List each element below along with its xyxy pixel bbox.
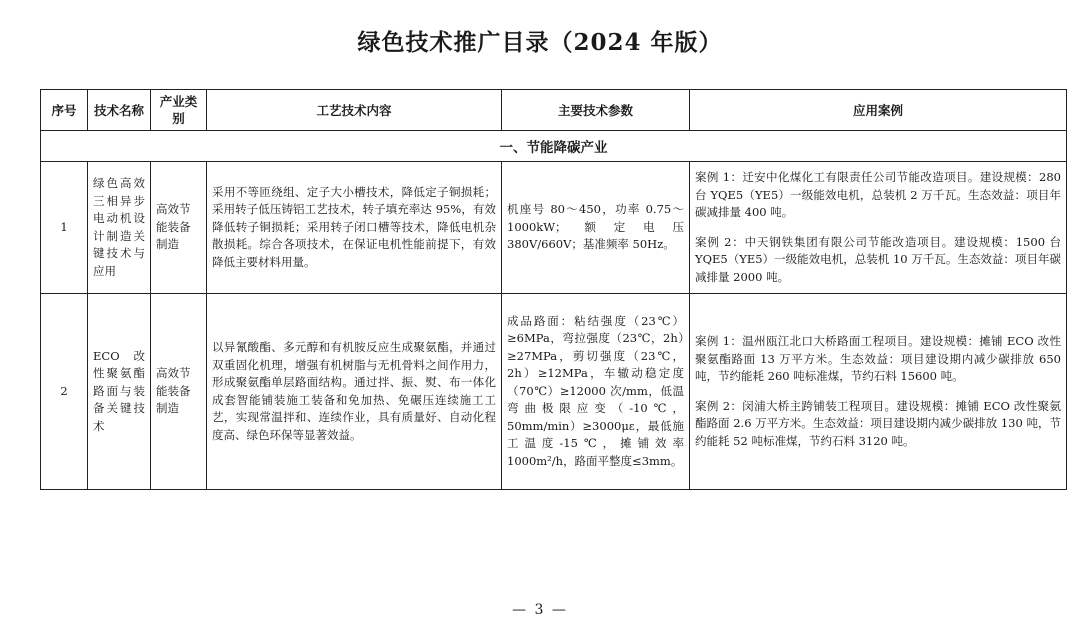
row-tech-params: 成品路面：粘结强度（23℃）≥6MPa，弯拉强度（23℃，2h）≥27MPa，剪切强度（23℃，2h）≥12MPa，车辙动稳定度（70℃）≥12000 次/mm，低温弯曲极限应变（-10℃，50mm/min）≥3000με，最低施工温度-15℃，摊铺效率 1000m²/h，路面平整度≤3mm。 — [502, 294, 690, 490]
row-tech-params: 机座号 80～450，功率 0.75～1000kW；额定电压 380V/660V；基准频率 50Hz。 — [502, 162, 690, 294]
row-process-content: 采用不等匝绕组、定子大小槽技术，降低定子铜损耗；采用转子低压铸铝工艺技术，转子填充率达 95%，有效降低转子铜损耗；采用转子闭口槽等技术，降低电机杂散损耗。综合各项技术，在保证电机性能前提下，有效降低主要材料用量。 — [207, 162, 502, 294]
header-content: 工艺技术内容 — [207, 90, 502, 131]
header-cases: 应用案例 — [690, 90, 1067, 131]
catalog-table — [40, 89, 1067, 490]
header-params: 主要技术参数 — [502, 90, 690, 131]
header-seq: 序号 — [41, 90, 88, 131]
row-industry: 高效节能装备制造 — [151, 294, 207, 490]
row-industry: 高效节能装备制造 — [151, 162, 207, 294]
section-row — [41, 131, 1067, 162]
header-industry: 产业类别 — [151, 90, 207, 131]
table-header-row — [41, 90, 1067, 131]
table-row — [41, 294, 1067, 490]
row-cases — [690, 294, 1067, 490]
case-2: 案例 2：闵浦大桥主跨铺装工程项目。建设规模：摊铺 ECO 改性聚氨酯路面 2.6 万平方米。生态效益：项目建设期内减少碳排放 130 吨，节约能耗 52 吨标准煤，节约石料 3120 吨。 — [695, 398, 1061, 448]
page-title: 绿色技术推广目录（2024 年版） — [357, 29, 723, 56]
table-row — [41, 162, 1067, 294]
case-2: 案例 2：中天钢铁集团有限公司节能改造项目。建设规模：1500 台 YQE5（YE5）一级能效电机，总装机 10 万千瓦。生态效益：项目年碳减排量 2000 吨。 — [695, 234, 1061, 284]
row-seq: 2 — [41, 294, 88, 490]
row-process-content: 以异氰酸酯、多元醇和有机胺反应生成聚氨酯，并通过双重固化机理，增强有机树脂与无机骨料之间作用力，形成聚氨酯单层路面结构。通过拌、振、熨、布一体化成套智能铺装施工装备和免加热、免碾压连续施工工艺，实现常温拌和、连续作业，具有质量好、自动化程度高、绿色环保等显著效益。 — [207, 294, 502, 490]
case-1: 案例 1：温州瓯江北口大桥路面工程项目。建设规模：摊铺 ECO 改性聚氨酯路面 13 万平方米。生态效益：项目建设期内减少碳排放 650 吨，节约能耗 260 吨标准煤，节约石料 15600 吨。 — [695, 334, 1061, 383]
row-tech-name: ECO 改性聚氨酯路面与装备关键技术 — [88, 294, 151, 490]
section-title: 一、节能降碳产业 — [41, 131, 1067, 162]
row-seq: 1 — [41, 162, 88, 294]
row-cases — [690, 162, 1067, 294]
row-tech-name: 绿色高效三相异步电动机设计制造关键技术与应用 — [88, 162, 151, 294]
page-number: — 3 — — [512, 602, 568, 618]
case-1: 案例 1：迁安中化煤化工有限责任公司节能改造项目。建设规模：280 台 YQE5（YE5）一级能效电机，总装机 2 万千瓦。生态效益：项目年碳减排量 400 吨。 — [695, 170, 1061, 219]
header-name: 技术名称 — [88, 90, 151, 131]
